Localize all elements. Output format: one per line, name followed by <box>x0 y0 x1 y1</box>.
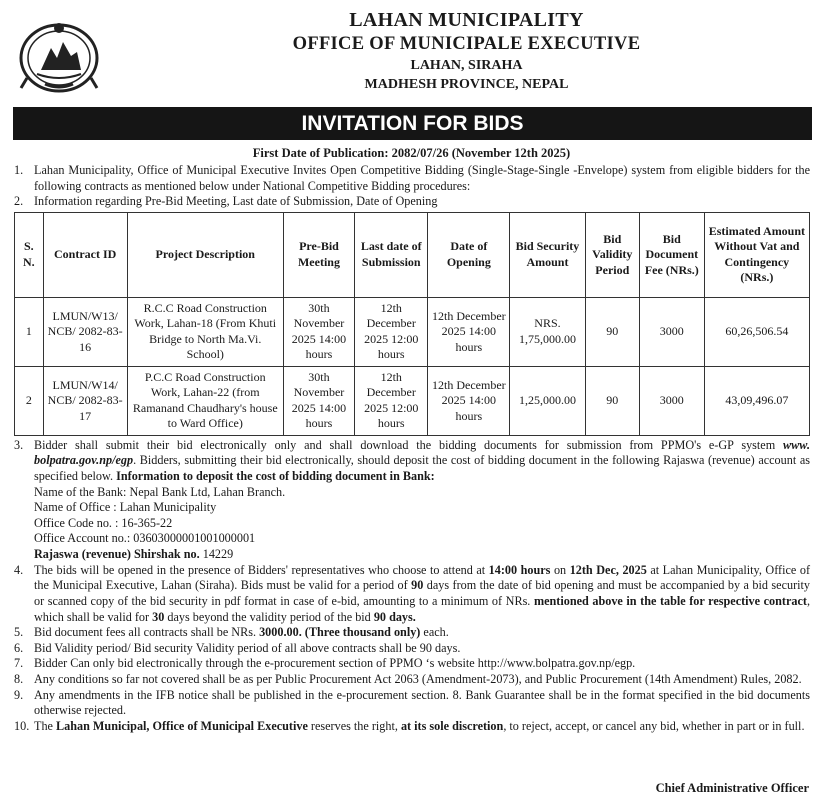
column-header: Last date of Submission <box>355 212 428 297</box>
notice-title: INVITATION FOR BIDS <box>13 107 812 140</box>
clause-bold-text: Information to deposit the cost of bidding document in Bank: <box>116 469 435 484</box>
clause-6 <box>14 641 810 657</box>
office-name-line: Name of Office : Lahan Municipality <box>34 500 217 515</box>
table-cell: LMUN/W13/ NCB/ 2082-83-16 <box>43 297 127 366</box>
clause-text-part: , which shall be valid for <box>34 593 810 624</box>
table-cell: P.C.C Road Construction Work, Lahan-22 (from Ramanand Chaudhary's house to Ward Office) <box>127 366 283 435</box>
table-cell: 60,26,506.54 <box>704 297 809 366</box>
clause-text-part: . Bidders, submitting their bid electronically, should deposit the cost of bidding document in the following Rajaswa (revenue) account as specified below. <box>34 453 810 484</box>
clause-bold-text: Lahan Municipal, Office of Municipal Executive <box>56 718 308 733</box>
table-cell: NRS. 1,75,000.00 <box>510 297 585 366</box>
clause-bold-text: 12th Dec, 2025 <box>569 562 647 577</box>
clause-text-part: Bid document fees all contracts shall be NRs. <box>34 625 260 640</box>
revenue-shirshak <box>14 547 810 563</box>
contracts-table <box>14 212 810 436</box>
clause-text: Bid Validity period/ Bid security Validity period of all above contracts shall be 90 days. <box>34 640 461 655</box>
clause-number: 7. <box>14 656 24 671</box>
table-cell: 90 <box>585 366 639 435</box>
clause-number: 9. <box>14 687 24 702</box>
signature-title: Chief Administrative Officer <box>655 781 809 795</box>
table-cell: 3000 <box>639 297 704 366</box>
clause-1 <box>14 163 810 194</box>
clause-text-part: The <box>34 718 56 733</box>
table-cell: 12th December 2025 12:00 hours <box>355 297 428 366</box>
table-header-row <box>15 212 810 297</box>
clause-number: 1. <box>14 163 24 177</box>
clause-text <box>34 625 810 641</box>
clause-text-part: Bidder shall submit their bid electronically only and shall download the bidding documents for submission from PPMO's e-GP system <box>34 437 784 452</box>
clause-5 <box>14 625 810 641</box>
shirshak-label: Rajaswa (revenue) Shirshak no. <box>34 547 200 562</box>
office-province: MADHESH PROVINCE, NEPAL <box>364 77 569 92</box>
clause-3 <box>14 438 810 485</box>
table-cell: 3000 <box>639 366 704 435</box>
column-header: Estimated Amount Without Vat and Contingency (NRs.) <box>704 212 809 297</box>
shirshak-value: 14229 <box>199 547 234 562</box>
clause-text <box>34 438 810 485</box>
column-header: S. N. <box>15 212 44 297</box>
clause-number: 2. <box>14 194 24 209</box>
table-cell: 12th December 2025 14:00 hours <box>428 366 510 435</box>
clause-10 <box>14 719 810 735</box>
clause-text-part: at Lahan Municipality, Office of the Municipal Executive, Lahan (Siraha). Bids must be valid for a period of <box>34 562 810 593</box>
clause-bold-text: 90 <box>411 578 424 593</box>
clause-text-part: reserves the right, <box>307 718 401 733</box>
clause-number: 8. <box>14 671 24 686</box>
clause-text: Any amendments in the IFB notice shall be published in the e-procurement section. 8. Bank Guarantee shall be in the format specified in the bid documents otherwise rejected. <box>34 687 810 718</box>
column-header: Date of Opening <box>428 212 510 297</box>
clause-text-part: days from the date of bid opening and must be accompanied by a bid security or scanned copy of the bid security in pdf format in case of e-bid, amounting to a minimum of NRs. <box>34 578 810 608</box>
nepal-emblem-icon <box>17 18 101 94</box>
table-cell: LMUN/W14/ NCB/ 2082-83-17 <box>43 366 127 435</box>
clause-9 <box>14 688 810 719</box>
clause-text: Any conditions so far not covered shall be as per Public Procurement Act 2063 (Amendment-2073), and Public Procurement (14th Amendment) Rules, 2082. <box>34 671 802 686</box>
clause-2 <box>14 194 810 210</box>
clause-text-part: The bids will be opened in the presence of Bidders' representatives who choose to attend at <box>34 562 489 577</box>
clause-text <box>34 563 810 625</box>
publication-date: First Date of Publication: 2082/07/26 (November 12th 2025) <box>252 146 571 160</box>
office-account: Office Account no.: 03603000001001000001 <box>34 531 256 546</box>
clause-number: 5. <box>14 625 24 640</box>
table-cell: 43,09,496.07 <box>704 366 809 435</box>
office-name: OFFICE OF MUNICIPALE EXECUTIVE <box>292 34 641 54</box>
clause-bold-text: 14:00 hours <box>488 562 551 577</box>
clause-text: Bidder Can only bid electronically through the e-procurement section of PPMO ‘s website http://www.bolpatra.gov.np/egp. <box>34 656 636 671</box>
header <box>0 0 823 104</box>
table-cell: R.C.C Road Construction Work, Lahan-18 (From Khuti Bridge to North Ma.Vi. School) <box>127 297 283 366</box>
column-header: Bid Document Fee (NRs.) <box>639 212 704 297</box>
clause-text-part: each. <box>420 625 449 640</box>
clause-number: 3. <box>14 437 24 452</box>
table-cell: 12th December 2025 14:00 hours <box>428 297 510 366</box>
table-cell: 30th November 2025 14:00 hours <box>283 297 354 366</box>
clause-7 <box>14 656 810 672</box>
bank-name: Name of the Bank: Nepal Bank Ltd, Lahan Branch. <box>34 484 286 499</box>
clause-number: 10. <box>14 718 30 733</box>
column-header: Contract ID <box>43 212 127 297</box>
column-header: Pre-Bid Meeting <box>283 212 354 297</box>
clause-text: Information regarding Pre-Bid Meeting, Last date of Submission, Date of Opening <box>34 194 438 209</box>
clause-text-part: days beyond the validity period of the bid <box>164 609 374 624</box>
egp-link[interactable]: www. bolpatra.gov.np/egp <box>34 437 810 468</box>
clause-bold-text: at its sole discretion <box>400 718 504 733</box>
clause-text <box>34 719 810 735</box>
table-cell: 12th December 2025 12:00 hours <box>355 366 428 435</box>
notice-body <box>14 163 810 734</box>
clause-bold-text: mentioned above in the table for respective contract <box>533 593 807 608</box>
clause-text-part: on <box>550 562 570 577</box>
office-heading <box>110 8 823 94</box>
table-cell: 1 <box>15 297 44 366</box>
column-header: Bid Security Amount <box>510 212 585 297</box>
table-cell: 90 <box>585 297 639 366</box>
office-code: Office Code no. : 16-365-22 <box>34 515 173 530</box>
clause-number: 4. <box>14 562 24 577</box>
table-cell: 1,25,000.00 <box>510 366 585 435</box>
clause-bold-text: 90 days. <box>373 609 416 624</box>
table-cell: 2 <box>15 366 44 435</box>
table-cell: 30th November 2025 14:00 hours <box>283 366 354 435</box>
table-row <box>15 297 810 366</box>
table-row <box>15 366 810 435</box>
clause-number: 6. <box>14 640 24 655</box>
column-header: Project Description <box>127 212 283 297</box>
clause-bold-text: 3000.00. (Three thousand only) <box>259 625 421 640</box>
municipality-name: LAHAN MUNICIPALITY <box>349 9 584 31</box>
clause-4 <box>14 563 810 625</box>
clause-text: Lahan Municipality, Office of Municipal Executive Invites Open Competitive Bidding (Single-Stage-Single -Envelope) system from eligible bidders for the following contracts as mentioned below under National Competitive Bidding procedures: <box>34 163 810 193</box>
column-header: Bid Validity Period <box>585 212 639 297</box>
clause-text-part: , to reject, accept, or cancel any bid, whether in part or in full. <box>503 718 805 733</box>
clause-bold-text: 30 <box>152 609 165 624</box>
clause-8 <box>14 672 810 688</box>
office-location: LAHAN, SIRAHA <box>410 58 523 73</box>
